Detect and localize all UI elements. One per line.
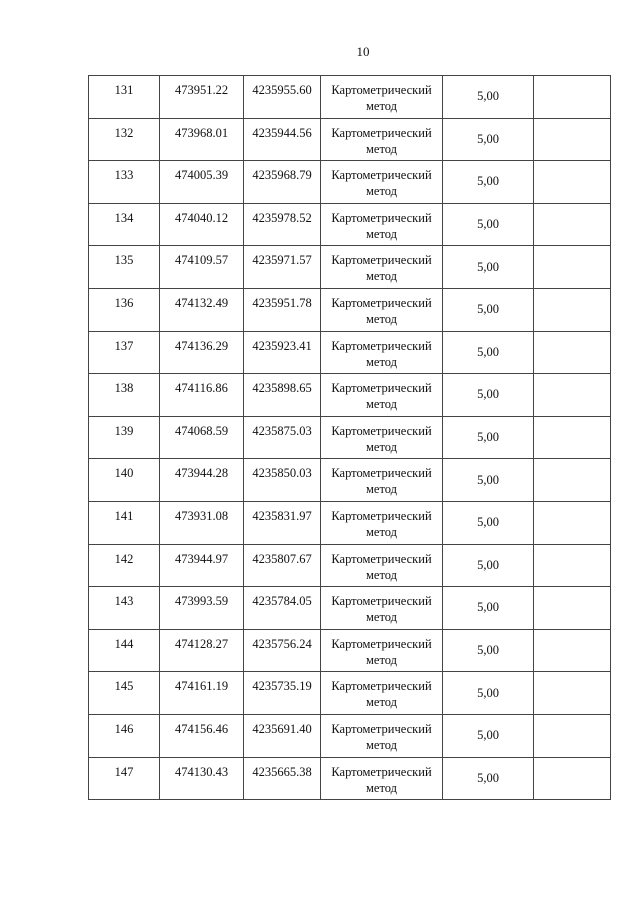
point-number-cell: 137 <box>89 331 160 374</box>
method-line-2: метод <box>365 311 397 326</box>
accuracy-cell: 5,00 <box>443 544 534 587</box>
table-row <box>89 203 611 246</box>
method-line-1: Картометрический <box>331 295 432 310</box>
table-row <box>89 459 611 502</box>
coordinates-table <box>88 75 611 800</box>
x-coordinate-cell: 473968.01 <box>160 118 244 161</box>
method-line-1: Картометрический <box>331 83 432 97</box>
method-cell <box>321 501 443 544</box>
y-coordinate-cell: 4235955.60 <box>244 76 321 119</box>
method-line-2: метод <box>365 482 397 497</box>
note-cell <box>534 672 611 715</box>
point-number-cell: 133 <box>89 161 160 204</box>
y-coordinate-cell: 4235756.24 <box>244 629 321 672</box>
accuracy-cell: 5,00 <box>443 587 534 630</box>
method-line-1: Картометрический <box>331 551 432 566</box>
method-line-1: Картометрический <box>331 721 432 736</box>
x-coordinate-cell: 473993.59 <box>160 587 244 630</box>
x-coordinate-cell: 474130.43 <box>160 757 244 800</box>
method-line-2: метод <box>365 397 397 412</box>
method-line-2: метод <box>365 695 397 710</box>
table-row <box>89 672 611 715</box>
method-line-1: Картометрический <box>331 253 432 268</box>
method-line-1: Картометрический <box>331 168 432 183</box>
method-line-2: метод <box>365 610 397 625</box>
note-cell <box>534 629 611 672</box>
note-cell <box>534 288 611 331</box>
note-cell <box>534 331 611 374</box>
table-row <box>89 501 611 544</box>
x-coordinate-cell: 474161.19 <box>160 672 244 715</box>
accuracy-cell: 5,00 <box>443 288 534 331</box>
method-line-1: Картометрический <box>331 338 432 353</box>
note-cell <box>534 757 611 800</box>
x-coordinate-cell: 473944.97 <box>160 544 244 587</box>
point-number-cell: 132 <box>89 118 160 161</box>
note-cell <box>534 203 611 246</box>
accuracy-cell: 5,00 <box>443 76 534 119</box>
table-row <box>89 629 611 672</box>
point-number-cell: 138 <box>89 374 160 417</box>
method-line-1: Картометрический <box>331 679 432 694</box>
accuracy-cell: 5,00 <box>443 161 534 204</box>
method-line-2: метод <box>365 524 397 539</box>
point-number-cell: 141 <box>89 501 160 544</box>
accuracy-cell: 5,00 <box>443 246 534 289</box>
note-cell <box>534 246 611 289</box>
table-row <box>89 246 611 289</box>
y-coordinate-cell: 4235784.05 <box>244 587 321 630</box>
y-coordinate-cell: 4235944.56 <box>244 118 321 161</box>
method-line-1: Картометрический <box>331 423 432 438</box>
method-cell <box>321 544 443 587</box>
x-coordinate-cell: 474132.49 <box>160 288 244 331</box>
accuracy-cell: 5,00 <box>443 629 534 672</box>
x-coordinate-cell: 474040.12 <box>160 203 244 246</box>
accuracy-cell: 5,00 <box>443 118 534 161</box>
note-cell <box>534 374 611 417</box>
table-row <box>89 416 611 459</box>
y-coordinate-cell: 4235665.38 <box>244 757 321 800</box>
x-coordinate-cell: 474005.39 <box>160 161 244 204</box>
x-coordinate-cell: 474116.86 <box>160 374 244 417</box>
method-line-2: метод <box>365 652 397 667</box>
method-line-1: Картометрический <box>331 466 432 481</box>
table-row <box>89 714 611 757</box>
table-row <box>89 374 611 417</box>
method-cell <box>321 203 443 246</box>
method-line-2: метод <box>365 99 397 113</box>
method-cell <box>321 629 443 672</box>
x-coordinate-cell: 474109.57 <box>160 246 244 289</box>
method-line-1: Картометрический <box>331 210 432 225</box>
note-cell <box>534 459 611 502</box>
table-row <box>89 587 611 630</box>
point-number-cell: 131 <box>89 76 160 119</box>
y-coordinate-cell: 4235968.79 <box>244 161 321 204</box>
method-line-1: Картометрический <box>331 764 432 779</box>
method-line-2: метод <box>365 737 397 752</box>
method-line-1: Картометрический <box>331 508 432 523</box>
table-row <box>89 288 611 331</box>
method-line-2: метод <box>365 780 397 795</box>
note-cell <box>534 118 611 161</box>
method-line-2: метод <box>365 269 397 284</box>
x-coordinate-cell: 474156.46 <box>160 714 244 757</box>
accuracy-cell: 5,00 <box>443 672 534 715</box>
coordinates-table-body <box>89 76 611 800</box>
method-cell <box>321 118 443 161</box>
note-cell <box>534 587 611 630</box>
point-number-cell: 143 <box>89 587 160 630</box>
point-number-cell: 134 <box>89 203 160 246</box>
y-coordinate-cell: 4235951.78 <box>244 288 321 331</box>
x-coordinate-cell: 473944.28 <box>160 459 244 502</box>
method-cell <box>321 459 443 502</box>
point-number-cell: 136 <box>89 288 160 331</box>
method-line-2: метод <box>365 184 397 199</box>
accuracy-cell: 5,00 <box>443 416 534 459</box>
method-line-1: Картометрический <box>331 594 432 609</box>
x-coordinate-cell: 474128.27 <box>160 629 244 672</box>
point-number-cell: 144 <box>89 629 160 672</box>
y-coordinate-cell: 4235831.97 <box>244 501 321 544</box>
page-number: 10 <box>356 44 370 59</box>
method-cell <box>321 416 443 459</box>
accuracy-cell: 5,00 <box>443 501 534 544</box>
y-coordinate-cell: 4235875.03 <box>244 416 321 459</box>
method-cell <box>321 714 443 757</box>
note-cell <box>534 416 611 459</box>
y-coordinate-cell: 4235898.65 <box>244 374 321 417</box>
y-coordinate-cell: 4235850.03 <box>244 459 321 502</box>
accuracy-cell: 5,00 <box>443 714 534 757</box>
point-number-cell: 140 <box>89 459 160 502</box>
x-coordinate-cell: 474136.29 <box>160 331 244 374</box>
method-line-2: метод <box>365 567 397 582</box>
method-cell <box>321 331 443 374</box>
method-line-1: Картометрический <box>331 636 432 651</box>
method-cell <box>321 374 443 417</box>
note-cell <box>534 76 611 119</box>
method-line-1: Картометрический <box>331 125 432 140</box>
note-cell <box>534 501 611 544</box>
accuracy-cell: 5,00 <box>443 757 534 800</box>
method-cell <box>321 246 443 289</box>
y-coordinate-cell: 4235923.41 <box>244 331 321 374</box>
point-number-cell: 147 <box>89 757 160 800</box>
table-row <box>89 118 611 161</box>
x-coordinate-cell: 473931.08 <box>160 501 244 544</box>
method-line-2: метод <box>365 354 397 369</box>
table-row <box>89 161 611 204</box>
table-row <box>89 76 611 119</box>
method-cell <box>321 757 443 800</box>
y-coordinate-cell: 4235735.19 <box>244 672 321 715</box>
accuracy-cell: 5,00 <box>443 459 534 502</box>
y-coordinate-cell: 4235971.57 <box>244 246 321 289</box>
accuracy-cell: 5,00 <box>443 331 534 374</box>
method-line-2: метод <box>365 226 397 241</box>
point-number-cell: 135 <box>89 246 160 289</box>
x-coordinate-cell: 473951.22 <box>160 76 244 119</box>
y-coordinate-cell: 4235807.67 <box>244 544 321 587</box>
point-number-cell: 145 <box>89 672 160 715</box>
y-coordinate-cell: 4235691.40 <box>244 714 321 757</box>
method-line-2: метод <box>365 141 397 156</box>
accuracy-cell: 5,00 <box>443 203 534 246</box>
method-cell <box>321 76 443 119</box>
method-cell <box>321 161 443 204</box>
table-row <box>89 757 611 800</box>
point-number-cell: 146 <box>89 714 160 757</box>
point-number-cell: 139 <box>89 416 160 459</box>
method-line-2: метод <box>365 439 397 454</box>
table-row <box>89 544 611 587</box>
point-number-cell: 142 <box>89 544 160 587</box>
method-cell <box>321 587 443 630</box>
method-line-1: Картометрический <box>331 381 432 396</box>
accuracy-cell: 5,00 <box>443 374 534 417</box>
method-cell <box>321 672 443 715</box>
method-cell <box>321 288 443 331</box>
x-coordinate-cell: 474068.59 <box>160 416 244 459</box>
table-row <box>89 331 611 374</box>
y-coordinate-cell: 4235978.52 <box>244 203 321 246</box>
note-cell <box>534 544 611 587</box>
note-cell <box>534 714 611 757</box>
note-cell <box>534 161 611 204</box>
